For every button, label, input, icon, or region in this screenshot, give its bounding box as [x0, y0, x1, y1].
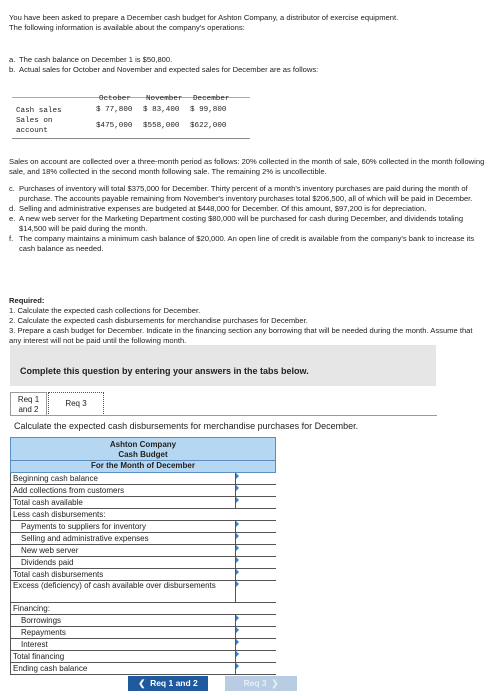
budget-row — [10, 627, 276, 639]
budget-row — [10, 485, 276, 497]
budget-row-label: Total financing — [13, 652, 65, 661]
budget-amount-input[interactable] — [235, 627, 277, 638]
intro-line-1: You have been asked to prepare a December cash budget for Ashton Company, a distributor of exercise equipment. — [9, 13, 399, 22]
budget-amount-input[interactable] — [235, 545, 277, 556]
budget-row-label: Excess (deficiency) of cash available over disbursements — [13, 581, 216, 590]
budget-amount-input[interactable] — [235, 581, 277, 602]
budget-amount-input[interactable] — [235, 521, 277, 532]
instructions-box — [10, 345, 436, 386]
budget-row-label: Interest — [21, 640, 48, 649]
fact-f: f. The company maintains a minimum cash balance of $20,000. An open line of credit is available from the company's bank to increase its cash balance as needed. — [9, 234, 475, 253]
sales-header-nov: November — [146, 95, 183, 103]
fact-c: c. Purchases of inventory will total $375,000 for December. Thirty percent of a month's inventory purchases are paid during the month of purchase. The accounts payable remaining from November's inventory purchases total $206,500, all of which will be paid in December. — [9, 184, 473, 203]
budget-row-label: Total cash disbursements — [13, 570, 104, 579]
budget-row-label: Less cash disbursements: — [13, 510, 106, 519]
next-button-label: Req 3 — [243, 678, 267, 688]
budget-row — [10, 569, 276, 581]
sales-header-dec: December — [193, 95, 230, 103]
budget-amount-input[interactable] — [235, 639, 277, 650]
tab-req-3-label: Req 3 — [65, 399, 87, 408]
budget-row — [10, 557, 276, 569]
sales-header-oct: October — [99, 95, 131, 103]
sales-cell-acct-dec: $622,000 — [190, 122, 227, 130]
budget-amount-input[interactable] — [235, 557, 277, 568]
chevron-left-icon: ❮ — [138, 678, 151, 688]
budget-amount-blank — [235, 509, 276, 520]
tab-req-1-and-2-line1: Req 1 — [17, 395, 40, 404]
collection-paragraph: Sales on account are collected over a three-month period as follows: 20% collected in the month of sale, 60% collected in the month following sale, and 18% collected in the second month following sale. The remaining 2% is uncollectible. — [9, 157, 485, 176]
budget-row — [10, 521, 276, 533]
budget-amount-input[interactable] — [235, 533, 277, 544]
budget-row-label: Borrowings — [21, 616, 62, 625]
budget-amount-input[interactable] — [235, 497, 277, 508]
chevron-right-icon: ❯ — [266, 678, 279, 688]
budget-amount-input[interactable] — [235, 651, 277, 662]
budget-row — [10, 509, 276, 521]
sales-cell-cash-dec: $ 99,800 — [190, 106, 227, 114]
budget-row-label: Selling and administrative expenses — [21, 534, 149, 543]
intro-text — [9, 13, 485, 33]
budget-company: Ashton Company — [109, 440, 177, 449]
budget-row — [10, 533, 276, 545]
budget-row — [10, 581, 276, 603]
fact-b: b. Actual sales for October and November and expected sales for December are as follows: — [9, 65, 319, 74]
budget-row — [10, 663, 276, 675]
budget-row — [10, 615, 276, 627]
tab-req-3[interactable] — [48, 392, 104, 416]
budget-row-label: Total cash available — [13, 498, 83, 507]
instructions-text: Complete this question by entering your answers in the tabs below. — [20, 366, 309, 376]
fact-a: a. The cash balance on December 1 is $50,800. — [9, 55, 173, 64]
required-item-3: 3. Prepare a cash budget for December. Indicate in the financing section any borrowing that will be needed during the month. Assume that any interest will not be paid until the following month. — [9, 326, 473, 345]
budget-row — [10, 473, 276, 485]
budget-amount-blank — [235, 603, 276, 614]
fact-e: e. A new web server for the Marketing Department costing $80,000 will be purchased for cash during December, and dividends totaling $14,500 will be paid during the month. — [9, 214, 464, 233]
required-title: Required: — [9, 296, 45, 305]
budget-row-label: Payments to suppliers for inventory — [21, 522, 146, 531]
tab-req-1-and-2-line2: and 2 — [18, 405, 39, 414]
required-item-1: 1. Calculate the expected cash collections for December. — [9, 306, 201, 315]
tab-req-1-and-2[interactable] — [10, 392, 47, 416]
budget-row-label: Financing: — [13, 604, 50, 613]
required-section — [9, 296, 485, 346]
budget-row-label: Dividends paid — [21, 558, 74, 567]
budget-row-label: Beginning cash balance — [13, 474, 98, 483]
budget-row-label: New web server — [21, 546, 79, 555]
tab-underline — [10, 415, 437, 416]
budget-row-label: Ending cash balance — [13, 664, 88, 673]
facts-list-ab — [9, 55, 485, 75]
budget-row-label: Add collections from customers — [13, 486, 125, 495]
cash-budget-table — [10, 437, 276, 675]
prev-button-label: Req 1 and 2 — [150, 678, 198, 688]
budget-header — [10, 437, 276, 473]
task-instruction: Calculate the expected cash disbursements for merchandise purchases for December. — [14, 421, 359, 431]
sales-row-label-account: Sales on account — [16, 117, 53, 135]
next-button[interactable] — [225, 676, 297, 691]
intro-line-2: The following information is available about the company's operations: — [9, 23, 245, 32]
budget-amount-input[interactable] — [235, 663, 277, 674]
budget-amount-input[interactable] — [235, 473, 277, 484]
required-item-2: 2. Calculate the expected cash disbursements for merchandise purchases for December. — [9, 316, 308, 325]
sales-cell-acct-nov: $558,000 — [143, 122, 180, 130]
sales-cell-cash-oct: $ 77,800 — [96, 106, 133, 114]
prev-button[interactable] — [128, 676, 208, 691]
sales-row-label-cash: Cash sales — [16, 107, 62, 115]
budget-amount-input[interactable] — [235, 569, 277, 580]
budget-row — [10, 651, 276, 663]
facts-list-cf — [9, 184, 485, 254]
budget-row — [10, 639, 276, 651]
budget-row — [10, 545, 276, 557]
budget-row — [10, 603, 276, 615]
budget-amount-input[interactable] — [235, 615, 277, 626]
sales-table-bottom-rule — [12, 138, 250, 139]
budget-amount-input[interactable] — [235, 485, 277, 496]
fact-d: d. Selling and administrative expenses are budgeted at $448,000 for December. Of this amount, $97,200 is for depreciation. — [9, 204, 427, 213]
budget-title: Cash Budget — [118, 450, 168, 459]
budget-row — [10, 497, 276, 509]
sales-cell-cash-nov: $ 83,400 — [143, 106, 180, 114]
sales-cell-acct-oct: $475,000 — [96, 122, 133, 130]
budget-rows — [10, 473, 276, 675]
budget-row-label: Repayments — [21, 628, 66, 637]
budget-period: For the Month of December — [90, 461, 195, 470]
